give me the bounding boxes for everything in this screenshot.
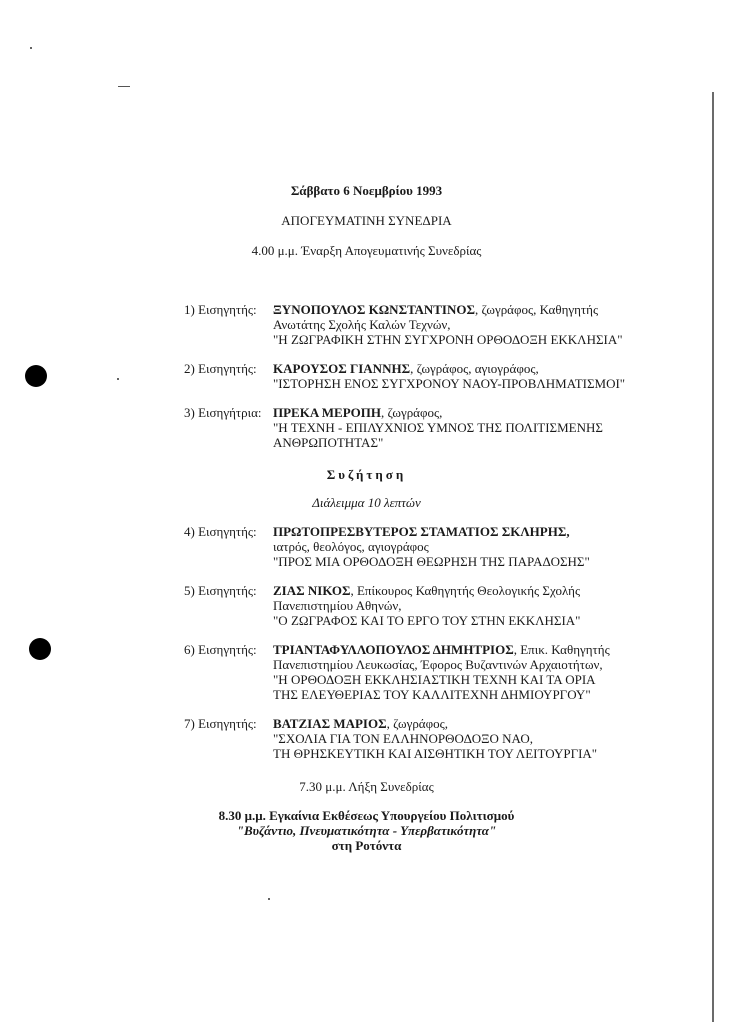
speaker-label: 3) Εισηγήτρια: xyxy=(184,405,262,420)
exhibition-location: στη Ροτόντα xyxy=(331,838,402,853)
talk-title: "Η ΟΡΘΟΔΟΞΗ ΕΚΚΛΗΣΙΑΣΤΙΚΗ ΤΕΧΝΗ ΚΑΙ ΤΑ ΟΡΙΑ xyxy=(273,672,596,687)
speaker-label: 5) Εισηγητής: xyxy=(184,583,257,598)
exhibition-title: "Βυζάντιο, Πνευματικότητα - Υπερβατικότητα" xyxy=(236,823,497,838)
speaker-role: , Επικ. Καθηγητής xyxy=(513,642,610,657)
speaker-label: 7) Εισηγητής: xyxy=(184,716,257,731)
speck xyxy=(268,898,270,900)
speaker-line: ιατρός, θεολόγος, αγιογράφος xyxy=(273,539,429,554)
punch-hole-bottom xyxy=(29,638,51,660)
talk-title-cont: ΤΗΣ ΕΛΕΥΘΕΡΙΑΣ ΤΟΥ ΚΑΛΛΙΤΕΧΝΗ ΔΗΜΙΟΥΡΓΟΥ" xyxy=(273,687,591,702)
talk-title: "ΣΧΟΛΙΑ ΓΙΑ ΤΟΝ ΕΛΛΗΝΟΡΘΟΔΟΞΟ ΝΑΟ, xyxy=(273,731,533,746)
speaker-label: 1) Εισηγητής: xyxy=(184,302,257,317)
punch-hole-top xyxy=(25,365,47,387)
scan-mark xyxy=(118,86,130,87)
talk-title: "Ο ΖΩΓΡΑΦΟΣ ΚΑΙ ΤΟ ΕΡΓΟ ΤΟΥ ΣΤΗΝ ΕΚΚΛΗΣΙΑ" xyxy=(273,613,581,628)
speaker-role: , ζωγράφος, Καθηγητής xyxy=(474,302,599,317)
speaker-name: ΤΡΙΑΝΤΑΦΥΛΛΟΠΟΥΛΟΣ ΔΗΜΗΤΡΙΟΣ xyxy=(273,642,514,657)
exhibition-line-1: 8.30 μ.μ. Εγκαίνια Εκθέσεως Υπουργείου Πολιτισμού xyxy=(218,808,515,823)
speaker-role: , ζωγράφος, xyxy=(386,716,449,731)
speaker-name: ΖΙΑΣ ΝΙΚΟΣ xyxy=(273,583,351,598)
speck xyxy=(30,47,32,49)
talk-title-cont: ΤΗ ΘΡΗΣΚΕΥΤΙΚΗ ΚΑΙ ΑΙΣΘΗΤΙΚΗ ΤΟΥ ΛΕΙΤΟΥΡΓΙΑ" xyxy=(273,746,598,761)
speaker-name: ΒΑΤΖΙΑΣ ΜΑΡΙΟΣ xyxy=(273,716,387,731)
speaker-name: ΚΑΡΟΥΣΟΣ ΓΙΑΝΝΗΣ xyxy=(273,361,411,376)
date-heading: Σάββατο 6 Νοεμβρίου 1993 xyxy=(290,183,443,198)
speaker-line: Πανεπιστημίου Λευκωσίας, Έφορος Βυζαντινών Αρχαιοτήτων, xyxy=(273,657,603,672)
speaker-name: ΞΥΝΟΠΟΥΛΟΣ ΚΩΝΣΤΑΝΤΙΝΟΣ xyxy=(273,302,475,317)
speaker-name: ΠΡΕΚΑ ΜΕΡΟΠΗ xyxy=(273,405,381,420)
speaker-label: 2) Εισηγητής: xyxy=(184,361,257,376)
speaker-role: , ζωγράφος, αγιογράφος, xyxy=(410,361,539,376)
talk-title: "ΠΡΟΣ ΜΙΑ ΟΡΘΟΔΟΞΗ ΘΕΩΡΗΣΗ ΤΗΣ ΠΑΡΑΔΟΣΗΣ" xyxy=(273,554,590,569)
speaker-role: , ζωγράφος, xyxy=(380,405,443,420)
talk-title: "Η ΤΕΧΝΗ - ΕΠΙΛΥΧΝΙΟΣ ΥΜΝΟΣ ΤΗΣ ΠΟΛΙΤΙΣΜΕΝΗΣ xyxy=(273,420,603,435)
opening-time: 4.00 μ.μ. Έναρξη Απογευματινής Συνεδρίας xyxy=(251,243,482,258)
talk-title: "ΙΣΤΟΡΗΣΗ ΕΝΟΣ ΣΥΓΧΡΟΝΟΥ ΝΑΟΥ-ΠΡΟΒΛΗΜΑΤΙΣΜΟΙ" xyxy=(273,376,626,391)
talk-title: "Η ΖΩΓΡΑΦΙΚΗ ΣΤΗΝ ΣΥΓΧΡΟΝΗ ΟΡΘΟΔΟΞΗ ΕΚΚΛΗΣΙΑ" xyxy=(273,332,623,347)
speck xyxy=(117,378,119,380)
session-title: ΑΠΟΓΕΥΜΑΤΙΝΗ ΣΥΝΕΔΡΙΑ xyxy=(281,213,452,228)
speaker-line: Πανεπιστημίου Αθηνών, xyxy=(273,598,402,613)
speaker-label: 6) Εισηγητής: xyxy=(184,642,257,657)
discussion-label: Συζήτηση xyxy=(326,467,407,482)
speaker-name: ΠΡΩΤΟΠΡΕΣΒΥΤΕΡΟΣ ΣΤΑΜΑΤΙΟΣ ΣΚΛΗΡΗΣ, xyxy=(273,524,570,539)
closing-time: 7.30 μ.μ. Λήξη Συνεδρίας xyxy=(299,779,434,794)
speaker-role: , Επίκουρος Καθηγητής Θεολογικής Σχολής xyxy=(350,583,581,598)
talk-title-cont: ΑΝΘΡΩΠΟΤΗΤΑΣ" xyxy=(273,435,384,450)
page-edge-shadow xyxy=(712,92,714,1022)
break-label: Διάλειμμα 10 λεπτών xyxy=(312,495,421,510)
speaker-label: 4) Εισηγητής: xyxy=(184,524,257,539)
speaker-line: Ανωτάτης Σχολής Καλών Τεχνών, xyxy=(273,317,451,332)
